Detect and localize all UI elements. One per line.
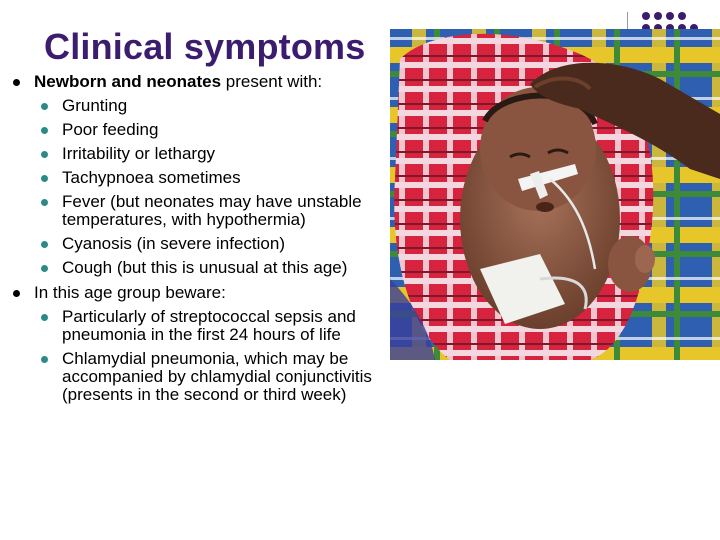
- sub-bullet-dot-icon: [41, 314, 48, 321]
- bullet-newborn: [8, 72, 380, 92]
- bullet-dot-icon: [13, 290, 20, 297]
- sub-bullet: [8, 235, 380, 253]
- sub-bullet: [8, 308, 380, 344]
- bullet-lead-bold: Newborn and neonates: [34, 72, 222, 91]
- sub-bullet-text: Chlamydial pneumonia, which may be accompanied by chlamydial conjunctivitis (presents in the second or third week): [62, 349, 372, 404]
- sub-bullet-dot-icon: [41, 241, 48, 248]
- bullet-dot-icon: [13, 79, 20, 86]
- sub-bullet-text: Poor feeding: [62, 120, 159, 139]
- sub-bullet-dot-icon: [41, 265, 48, 272]
- sub-bullet: [8, 121, 380, 139]
- sub-bullet-text: Fever (but neonates may have unstable temperatures, with hypothermia): [62, 192, 362, 229]
- sub-bullet: [8, 259, 380, 277]
- sub-bullet: [8, 350, 380, 404]
- sub-bullet-text: Cough (but this is unusual at this age): [62, 258, 348, 277]
- sub-bullet-text: Tachypnoea sometimes: [62, 168, 241, 187]
- bullet-list: [8, 72, 380, 410]
- bullet-lead-text: In this age group beware:: [34, 283, 226, 302]
- bullet-lead-text: present with:: [221, 72, 323, 91]
- sub-bullet: [8, 169, 380, 187]
- sub-bullet: [8, 97, 380, 115]
- sub-bullet-dot-icon: [41, 199, 48, 206]
- sub-bullet: [8, 193, 380, 229]
- sub-bullet-dot-icon: [41, 356, 48, 363]
- sub-bullet-dot-icon: [41, 175, 48, 182]
- bullet-beware: [8, 283, 380, 303]
- sub-bullet-text: Irritability or lethargy: [62, 144, 216, 163]
- sub-bullet-dot-icon: [41, 151, 48, 158]
- sub-bullet-text: Grunting: [62, 96, 128, 115]
- newborn-baby-photo: [390, 29, 720, 360]
- sub-bullet-text: Particularly of streptococcal sepsis and pneumonia in the first 24 hours of life: [62, 307, 356, 344]
- sub-bullet-dot-icon: [41, 127, 48, 134]
- slide-title: Clinical symptoms: [44, 26, 366, 67]
- sub-bullet-text: Cyanosis (in severe infection): [62, 234, 285, 253]
- sub-bullet: [8, 145, 380, 163]
- sub-bullet-dot-icon: [41, 103, 48, 110]
